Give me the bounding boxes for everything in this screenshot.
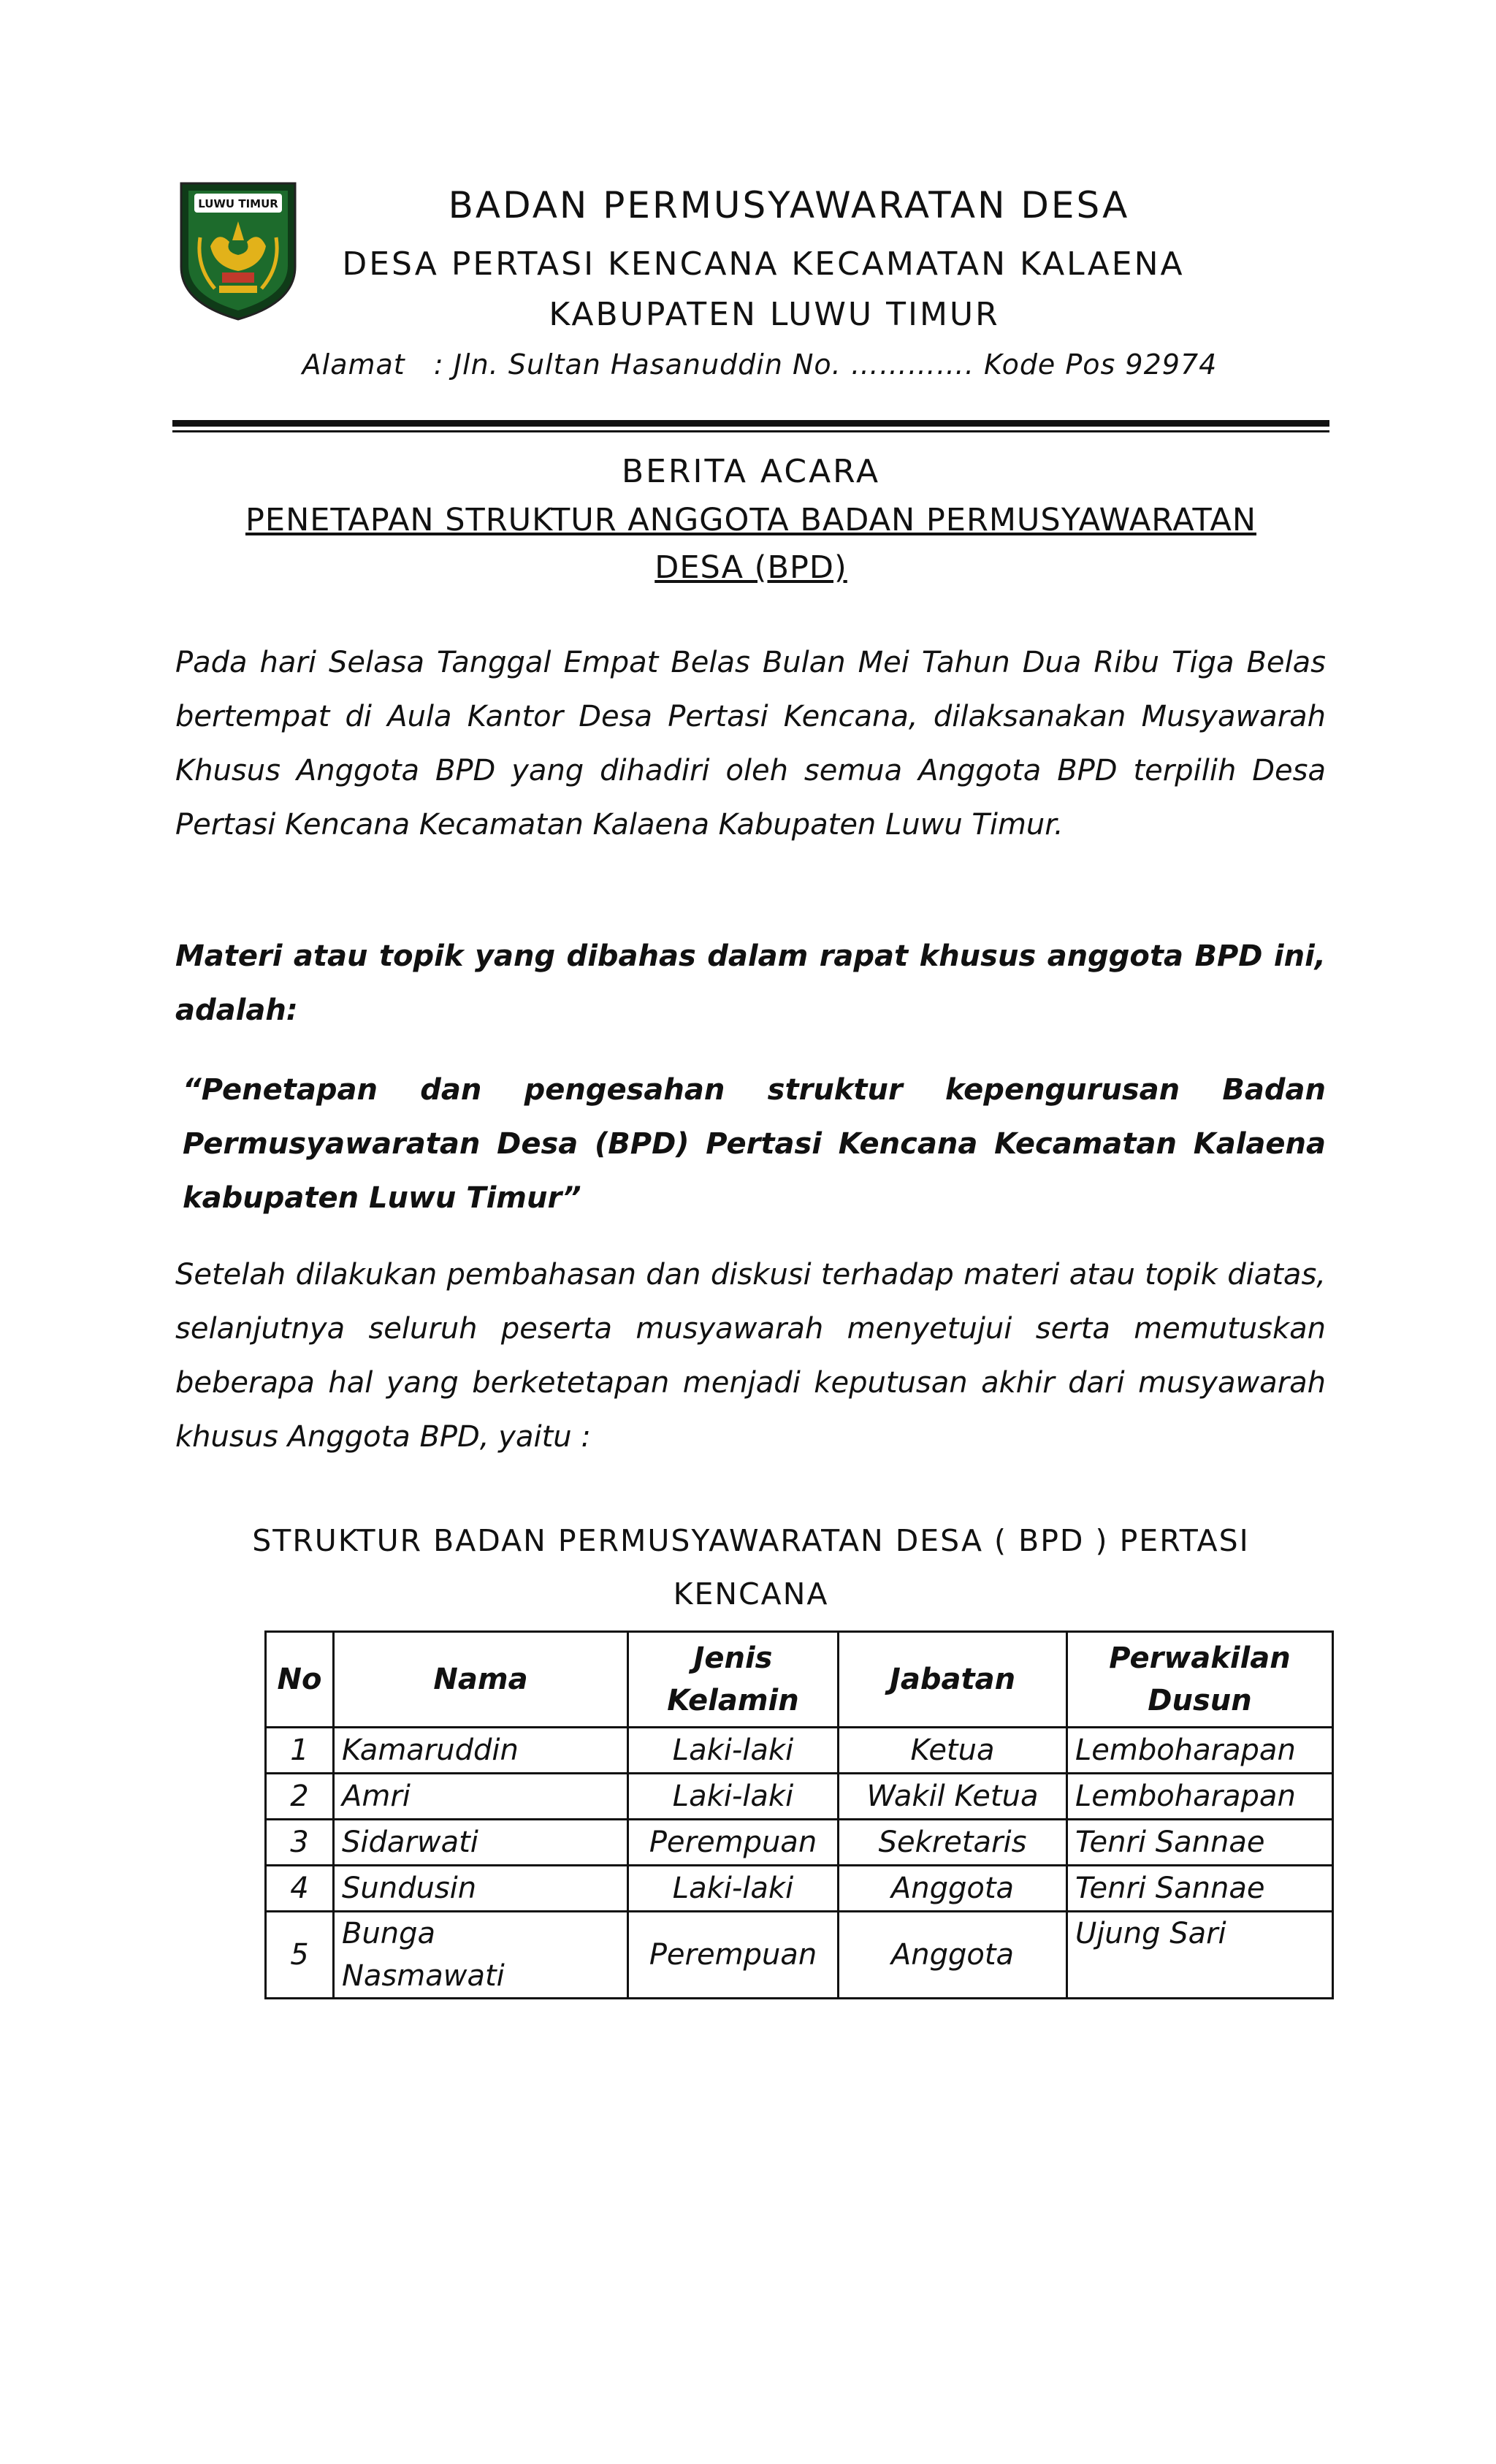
letterhead-title: BADAN PERMUSYAWARATAN DESA <box>448 184 1130 226</box>
header-jabatan: Jabatan <box>839 1632 1067 1728</box>
luwu-timur-logo <box>174 179 302 322</box>
document-title: BERITA ACARA <box>621 453 881 490</box>
svg-text:LUWU TIMUR: LUWU TIMUR <box>198 197 278 210</box>
opening-paragraph: Pada hari Selasa Tanggal Empat Belas Bulan Mei Tahun Dua Ribu Tiga Belas bertempat di Aula Kantor Desa Pertasi Kencana, dilaksanakan Musyawarah Khusus Anggota BPD yang dihadiri oleh semua Anggota BPD terpilih Desa Pertasi Kencana Kecamatan Kalaena Kabupaten Luwu Timur. <box>175 646 1326 842</box>
table-row <box>266 1866 1333 1912</box>
cell-jabatan: Anggota <box>839 1866 1067 1912</box>
regency-emblem-icon <box>174 179 302 322</box>
cell-jenis-kelamin: Laki-laki <box>628 1774 839 1820</box>
table-row <box>266 1912 1333 1999</box>
cell-nama-line2: Nasmawati <box>342 1959 505 1993</box>
header-jenis-line1: Jenis <box>693 1641 773 1675</box>
cell-no: 5 <box>266 1912 334 1999</box>
header-no: No <box>266 1632 334 1728</box>
cell-nama: Kamaruddin <box>334 1728 628 1774</box>
cell-jabatan: Wakil Ketua <box>839 1774 1067 1820</box>
cell-perwakilan: Tenri Sannae <box>1067 1820 1333 1866</box>
letterhead-regency: KABUPATEN LUWU TIMUR <box>549 296 1000 333</box>
table-title-line1: STRUKTUR BADAN PERMUSYAWARATAN DESA ( BPD ) PERTASI <box>252 1523 1250 1558</box>
cell-no: 1 <box>266 1728 334 1774</box>
cell-jenis-kelamin: Perempuan <box>628 1820 839 1866</box>
letterhead-address: Alamat : Jln. Sultan Hasanuddin No. …………. Kode Pos 92974 <box>302 348 1218 381</box>
cell-perwakilan: Lemboharapan <box>1067 1728 1333 1774</box>
header-perwakilan-dusun <box>1067 1632 1333 1728</box>
table-title-line2: KENCANA <box>673 1576 829 1611</box>
document-subtitle-line1: PENETAPAN STRUKTUR ANGGOTA BADAN PERMUSYAWARATAN <box>245 502 1256 538</box>
cell-nama: Sidarwati <box>334 1820 628 1866</box>
agenda-quote: “Penetapan dan pengesahan struktur kepengurusan Badan Permusyawaratan Desa (BPD) Pertasi Kencana Kecamatan Kalaena kabupaten Luwu Timur” <box>183 1073 1326 1215</box>
cell-jabatan: Anggota <box>839 1912 1067 1999</box>
cell-nama <box>334 1912 628 1999</box>
decision-paragraph: Setelah dilakukan pembahasan dan diskusi terhadap materi atau topik diatas, selanjutnya seluruh peserta musyawarah menyetujui serta memutuskan beberapa hal yang berketetapan menjadi keputusan akhir dari musyawarah khusus Anggota BPD, yaitu : <box>175 1258 1326 1454</box>
cell-nama-line1: Bunga <box>342 1917 436 1950</box>
cell-jabatan: Ketua <box>839 1728 1067 1774</box>
cell-jenis-kelamin: Perempuan <box>628 1912 839 1999</box>
table-row <box>266 1728 1333 1774</box>
bpd-structure-table <box>264 1630 1334 1999</box>
header-perwakilan-line2: Dusun <box>1148 1684 1252 1717</box>
table-row <box>266 1774 1333 1820</box>
header-nama: Nama <box>334 1632 628 1728</box>
table-row <box>266 1820 1333 1866</box>
letterhead-divider-thin <box>172 430 1329 432</box>
header-jenis-kelamin <box>628 1632 839 1728</box>
cell-no: 2 <box>266 1774 334 1820</box>
cell-nama: Sundusin <box>334 1866 628 1912</box>
header-perwakilan-line1: Perwakilan <box>1109 1641 1291 1675</box>
cell-jenis-kelamin: Laki-laki <box>628 1866 839 1912</box>
cell-jabatan: Sekretaris <box>839 1820 1067 1866</box>
agenda-intro-paragraph: Materi atau topik yang dibahas dalam rapat khusus anggota BPD ini, adalah: <box>175 939 1326 1027</box>
cell-perwakilan: Ujung Sari <box>1067 1912 1333 1999</box>
cell-no: 3 <box>266 1820 334 1866</box>
letterhead-village: DESA PERTASI KENCANA KECAMATAN KALAENA <box>342 245 1185 283</box>
cell-perwakilan: Lemboharapan <box>1067 1774 1333 1820</box>
table-header-row <box>266 1632 1333 1728</box>
header-jenis-line2: Kelamin <box>667 1684 799 1717</box>
document-subtitle-line2: DESA (BPD) <box>654 549 847 586</box>
cell-perwakilan: Tenri Sannae <box>1067 1866 1333 1912</box>
cell-jenis-kelamin: Laki-laki <box>628 1728 839 1774</box>
letterhead-divider-thick <box>172 420 1329 427</box>
cell-no: 4 <box>266 1866 334 1912</box>
cell-nama: Amri <box>334 1774 628 1820</box>
